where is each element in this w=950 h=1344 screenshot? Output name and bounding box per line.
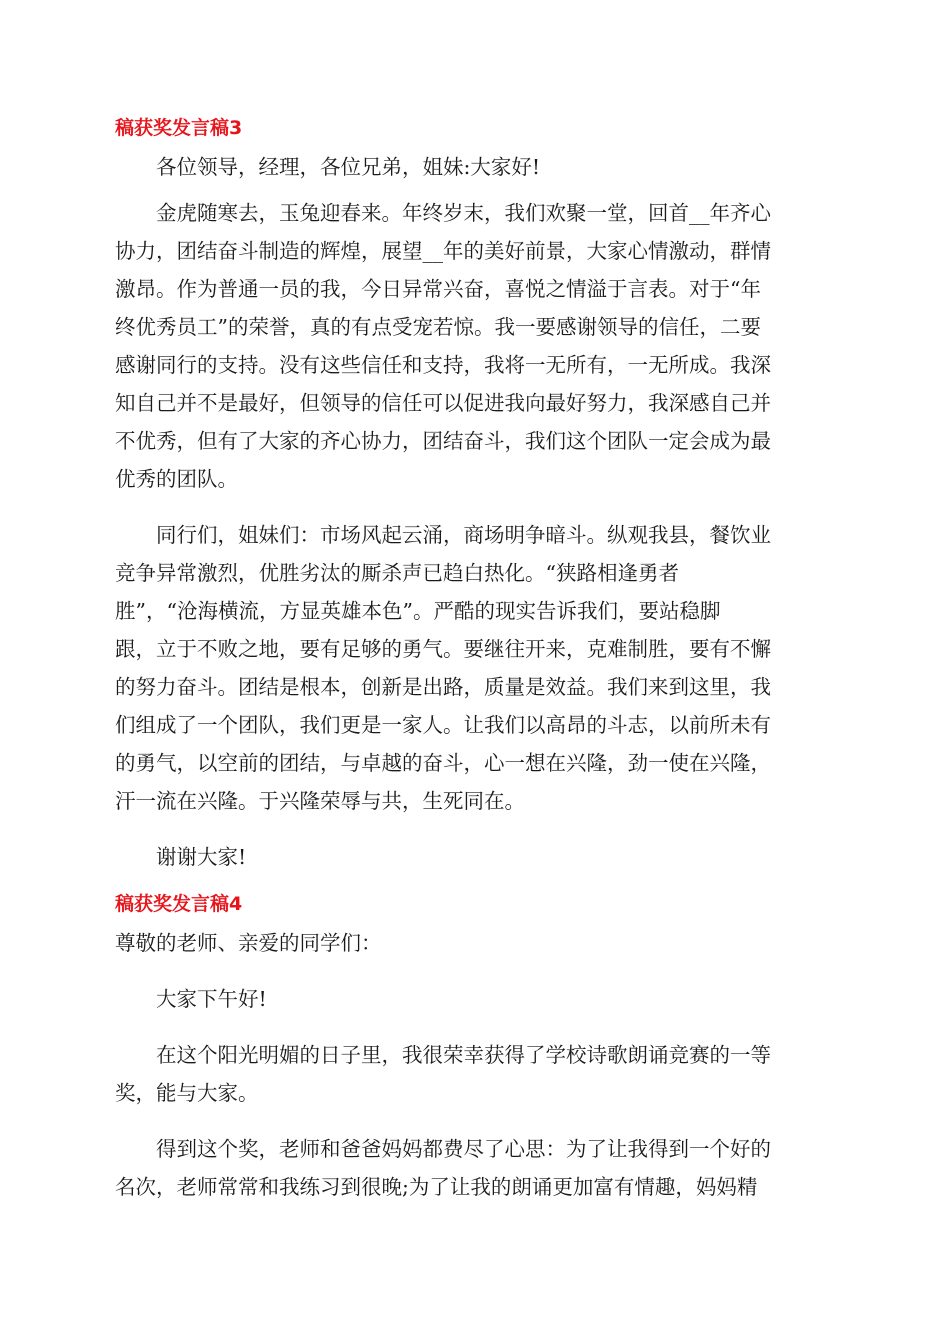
text-line: 优秀的团队。 [115,467,238,491]
text-line: 们组成了一个团队，我们更是一家人。让我们以高昂的斗志，以前所未有 [115,713,771,737]
text-line: 不优秀，但有了大家的齐心协力，团结奋斗，我们这个团队一定会成为最 [115,429,771,453]
section-3-closing: 谢谢大家! [156,845,247,869]
text-line: 跟，立于不败之地，要有足够的勇气。要继往开来，克难制胜，要有不懈 [115,637,771,661]
text-line: 金虎随寒去，玉兔迎春来。年终岁末，我们欢聚一堂，回首__年齐心 [156,201,771,225]
section-3-greeting: 各位领导，经理，各位兄弟，姐妹:大家好! [156,155,541,179]
text-line: 感谢同行的支持。没有这些信任和支持，我将一无所有，一无所成。我深 [115,353,771,377]
text-line: 激昂。作为普通一员的我，今日异常兴奋，喜悦之情溢于言表。对于“年 [115,277,761,301]
text-line: 奖，能与大家。 [115,1081,259,1105]
text-line: 胜”，“沧海横流，方显英雄本色”。严酷的现实告诉我们，要站稳脚 [115,599,721,623]
text-line: 知自己并不是最好，但领导的信任可以促进我向最好努力，我深感自己并 [115,391,771,415]
text-line: 名次，老师常常和我练习到很晚;为了让我的朗诵更加富有情趣，妈妈精 [115,1175,758,1199]
text-line: 终优秀员工”的荣誉，真的有点受宠若惊。我一要感谢领导的信任，二要 [115,315,761,339]
text-line: 得到这个奖，老师和爸爸妈妈都费尽了心思：为了让我得到一个好的 [156,1137,771,1161]
section-4-paragraph-1 [115,1036,835,1112]
text-line: 汗一流在兴隆。于兴隆荣辱与共，生死同在。 [115,789,525,813]
document-page [115,108,835,1224]
section-4-greeting: 大家下午好! [156,987,267,1011]
section-4-paragraph-2 [115,1130,835,1206]
text-line: 在这个阳光明媚的日子里，我很荣幸获得了学校诗歌朗诵竞赛的一等 [156,1043,771,1067]
text-line: 同行们，姐妹们：市场风起云涌，商场明争暗斗。纵观我县，餐饮业 [156,523,771,547]
text-line: 竞争异常激烈，优胜劣汰的厮杀声已趋白热化。“狭路相逢勇者 [115,561,679,585]
section-3-paragraph-1 [115,194,835,498]
section-4-salutation: 尊敬的老师、亲爱的同学们： [115,931,382,955]
text-line: 的努力奋斗。团结是根本，创新是出路，质量是效益。我们来到这里，我 [115,675,771,699]
section-3-title: 稿获奖发言稿3 [115,117,243,139]
text-line: 的勇气，以空前的团结，与卓越的奋斗，心一想在兴隆，劲一使在兴隆， [115,751,771,775]
section-3-paragraph-2 [115,516,835,820]
text-line: 协力，团结奋斗制造的辉煌，展望__年的美好前景，大家心情激动，群情 [115,239,771,263]
section-4-title: 稿获奖发言稿4 [115,893,243,915]
